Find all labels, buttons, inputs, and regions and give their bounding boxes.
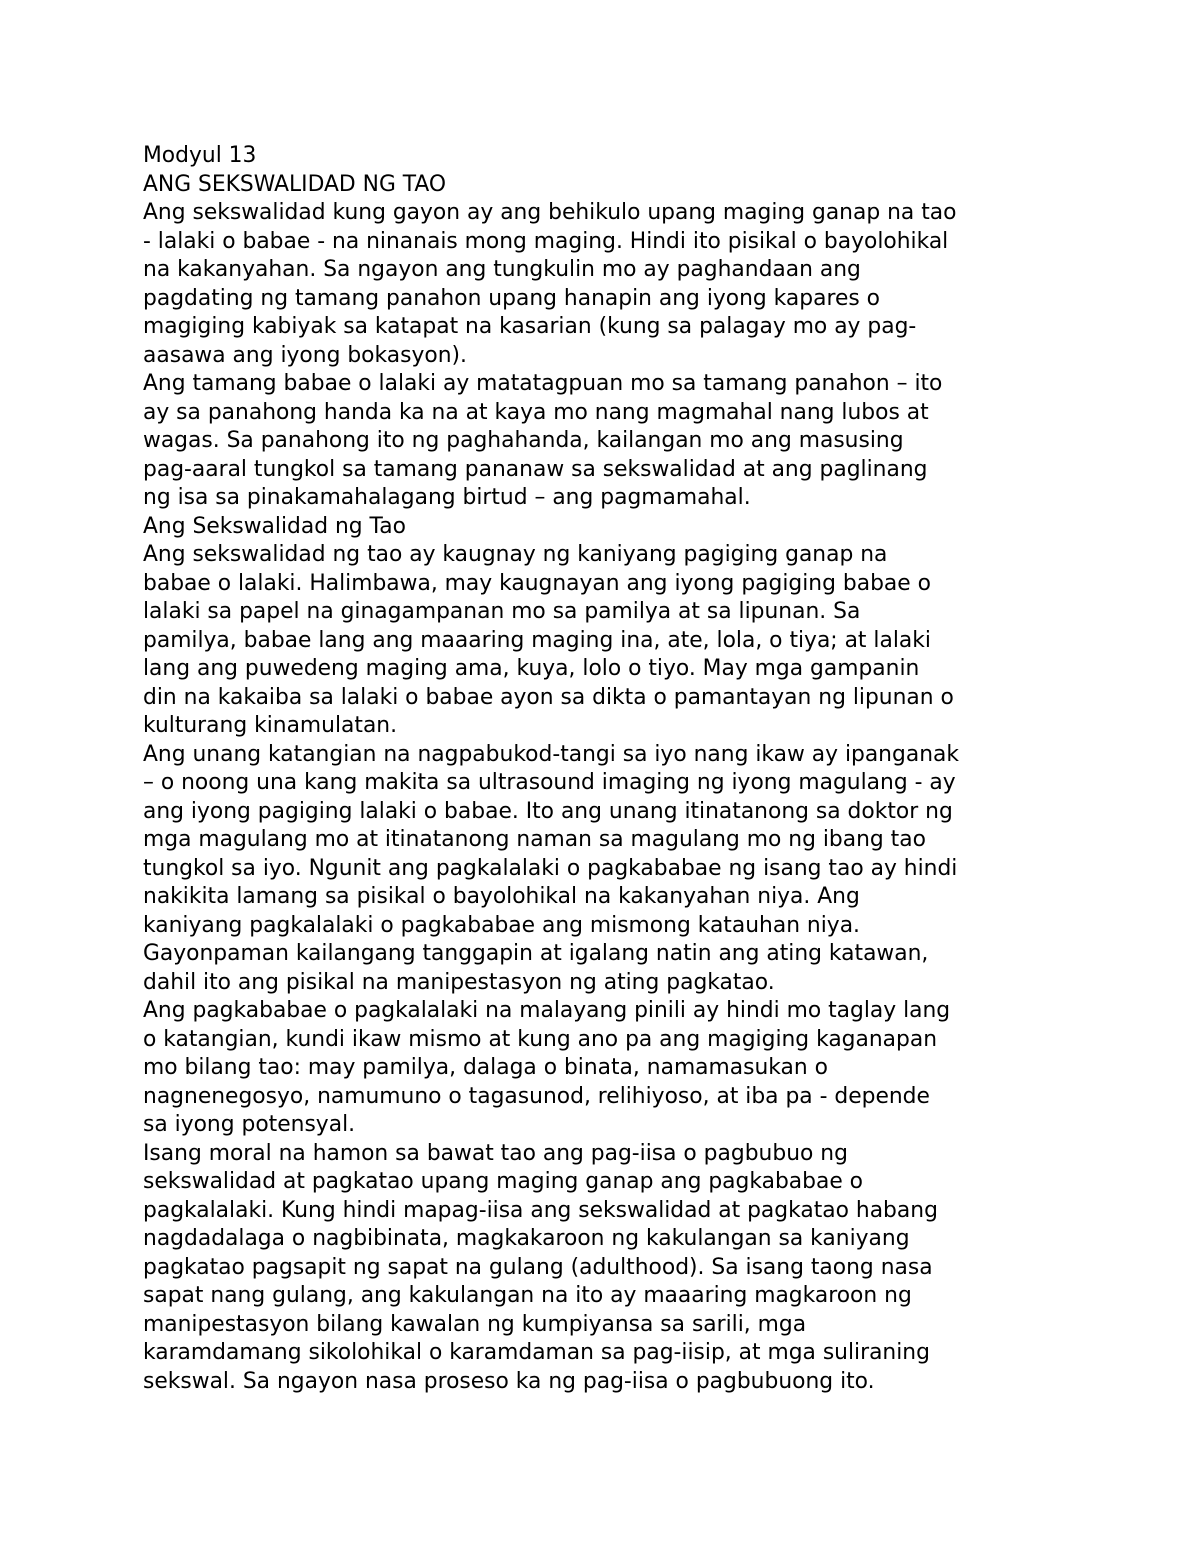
text-line: pagkalalaki. Kung hindi mapag-iisa ang sekswalidad at pagkatao habang (143, 1197, 938, 1223)
text-line: – o noong una kang makita sa ultrasound imaging ng iyong magulang - ay (143, 770, 956, 795)
text-line: Isang moral na hamon sa bawat tao ang pag-iisa o pagbubuo ng (143, 1140, 848, 1166)
text-line: Gayonpaman kailangang tanggapin at igalang natin ang ating katawan, (143, 941, 929, 966)
text-line: o katangian, kundi ikaw mismo at kung ano pa ang magiging kaganapan (143, 1026, 938, 1052)
text-line: mga magulang mo at itinatanong naman sa magulang mo ng ibang tao (143, 827, 926, 852)
text-line: babae o lalaki. Halimbawa, may kaugnayan ang iyong pagiging babae o (143, 570, 931, 596)
text-line: lang ang puwedeng maging ama, kuya, lolo o tiyo. May mga gampanin (143, 656, 920, 681)
text-line: karamdamang sikolohikal o karamdaman sa pag-iisip, at mga suliraning (143, 1340, 930, 1365)
module-number: Modyul 13 (143, 143, 257, 168)
text-line: ng isa sa pinakamahalagang birtud – ang pagmamahal. (143, 485, 751, 510)
text-line: din na kakaiba sa lalaki o babae ayon sa dikta o pamantayan ng lipunan o (143, 684, 954, 710)
text-line: pamilya, babae lang ang maaaring maging ina, ate, lola, o tiya; at lalaki (143, 627, 931, 653)
text-line: pagkatao pagsapit ng sapat na gulang (adulthood). Sa isang taong nasa (143, 1254, 933, 1280)
text-line: wagas. Sa panahong ito ng paghahanda, kailangan mo ang masusing (143, 428, 904, 453)
document-body (143, 142, 1068, 1396)
text-line: ay sa panahong handa ka na at kaya mo nang magmahal nang lubos at (143, 399, 929, 425)
text-line: aasawa ang iyong bokasyon). (143, 342, 467, 368)
text-line: manipestasyon bilang kawalan ng kumpiyansa sa sarili, mga (143, 1311, 807, 1337)
text-line: na kakanyahan. Sa ngayon ang tungkulin mo ay paghandaan ang (143, 257, 861, 282)
text-line: - lalaki o babae - na ninanais mong maging. Hindi ito pisikal o bayolohikal (143, 228, 949, 254)
text-line: kaniyang pagkalalaki o pagkababae ang mismong katauhan niya. (143, 912, 860, 938)
text-line: Ang unang katangian na nagpabukod-tangi sa iyo nang ikaw ay ipanganak (143, 741, 959, 767)
text-line: lalaki sa papel na ginagampanan mo sa pamilya at sa lipunan. Sa (143, 599, 861, 624)
text-line: tungkol sa iyo. Ngunit ang pagkalalaki o pagkababae ng isang tao ay hindi (143, 855, 958, 881)
text-line: Ang pagkababae o pagkalalaki na malayang pinili ay hindi mo taglay lang (143, 998, 951, 1023)
text-line: nakikita lamang sa pisikal o bayolohikal na kakanyahan niya. Ang (143, 884, 860, 909)
text-line: pagdating ng tamang panahon upang hanapin ang iyong kapares o (143, 285, 880, 311)
text-line: ang iyong pagiging lalaki o babae. Ito ang unang itinatanong sa doktor ng (143, 798, 953, 824)
text-line: sekswalidad at pagkatao upang maging ganap ang pagkababae o (143, 1169, 864, 1194)
text-line: nagnenegosyo, namumuno o tagasunod, relihiyoso, at iba pa - depende (143, 1083, 930, 1109)
text-line: Ang sekswalidad kung gayon ay ang behikulo upang maging ganap na tao (143, 200, 957, 225)
text-line: sekswal. Sa ngayon nasa proseso ka ng pag-iisa o pagbubuong ito. (143, 1368, 875, 1394)
section-heading: Ang Sekswalidad ng Tao (143, 513, 406, 539)
text-line: magiging kabiyak sa katapat na kasarian (kung sa palagay mo ay pag- (143, 314, 917, 339)
text-line: sapat nang gulang, ang kakulangan na ito ay maaaring magkaroon ng (143, 1283, 912, 1308)
text-line: pag-aaral tungkol sa tamang pananaw sa sekswalidad at ang paglinang (143, 456, 928, 482)
module-title: ANG SEKSWALIDAD NG TAO (143, 171, 447, 197)
text-line: sa iyong potensyal. (143, 1112, 356, 1137)
text-line: mo bilang tao: may pamilya, dalaga o binata, namamasukan o (143, 1055, 828, 1080)
text-line: Ang tamang babae o lalaki ay matatagpuan mo sa tamang panahon – ito (143, 371, 943, 396)
text-line: Ang sekswalidad ng tao ay kaugnay ng kaniyang pagiging ganap na (143, 542, 888, 567)
text-line: nagdadalaga o nagbibinata, magkakaroon ng kakulangan sa kaniyang (143, 1226, 910, 1251)
text-line: dahil ito ang pisikal na manipestasyon ng ating pagkatao. (143, 969, 775, 995)
text-line: kulturang kinamulatan. (143, 713, 398, 738)
